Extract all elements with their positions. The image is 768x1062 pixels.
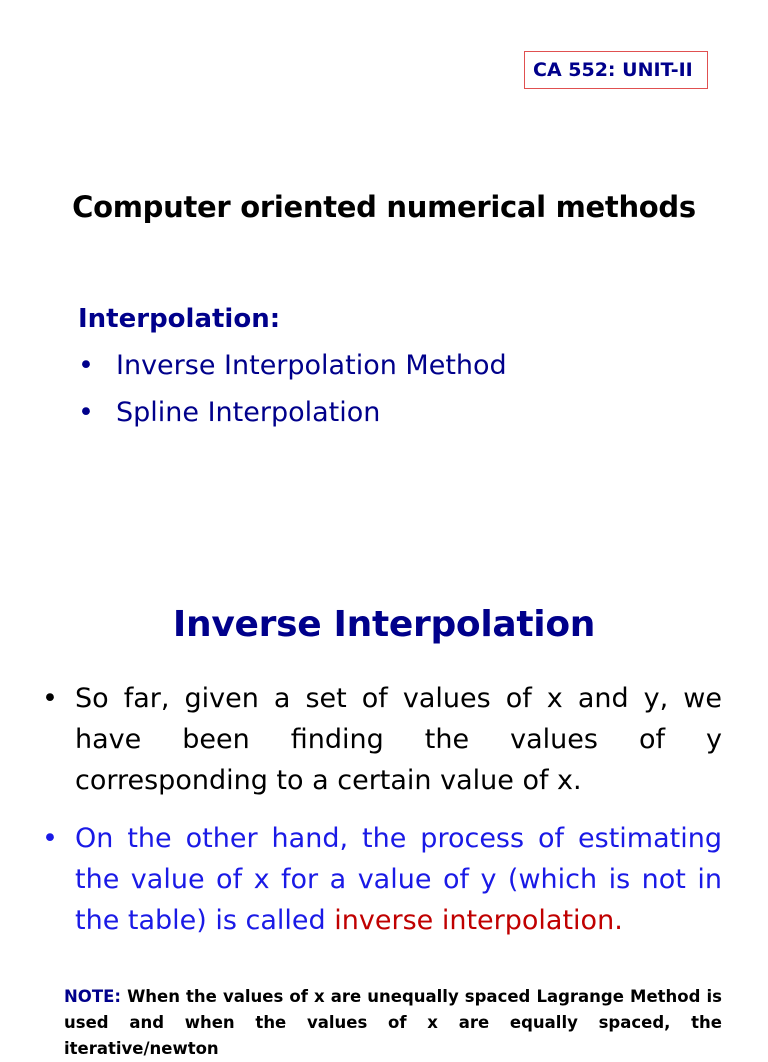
bullet-text: So far, given a set of values of x and y, we have been finding the values of y corresponding to a certain value of x. [75, 683, 722, 796]
bullet-text [75, 818, 722, 941]
bullet-point-definition [42, 818, 722, 941]
bullet-dot-icon: • [42, 823, 58, 854]
topic-item-spline-interpolation: • Spline Interpolation [78, 397, 507, 444]
highlighted-term: inverse interpolation [334, 905, 615, 936]
slide-unit-title [0, 0, 768, 512]
definition-text: On the other hand, the process of estimating the value of x for a value of y (which is not in the table) is called [75, 823, 722, 936]
bullet-dot-icon: • [42, 683, 58, 714]
topic-heading: Interpolation: [78, 304, 281, 334]
topic-list [78, 350, 507, 444]
topic-item-inverse-interpolation: • Inverse Interpolation Method [78, 350, 507, 397]
course-title: Computer oriented numerical methods [72, 190, 696, 224]
section-title: Inverse Interpolation [172, 604, 596, 645]
slide-inverse-interpolation [0, 512, 768, 1058]
note-label: NOTE: [64, 987, 121, 1006]
course-code-badge: CA 552: UNIT-II [524, 51, 708, 89]
definition-period: . [614, 905, 623, 936]
note-text: When the values of x are unequally spaced Lagrange Method is used and when the values of x are equally spaced, the iterative/newton [64, 987, 722, 1058]
bullet-point-context [42, 678, 722, 801]
note-block [64, 984, 722, 1062]
